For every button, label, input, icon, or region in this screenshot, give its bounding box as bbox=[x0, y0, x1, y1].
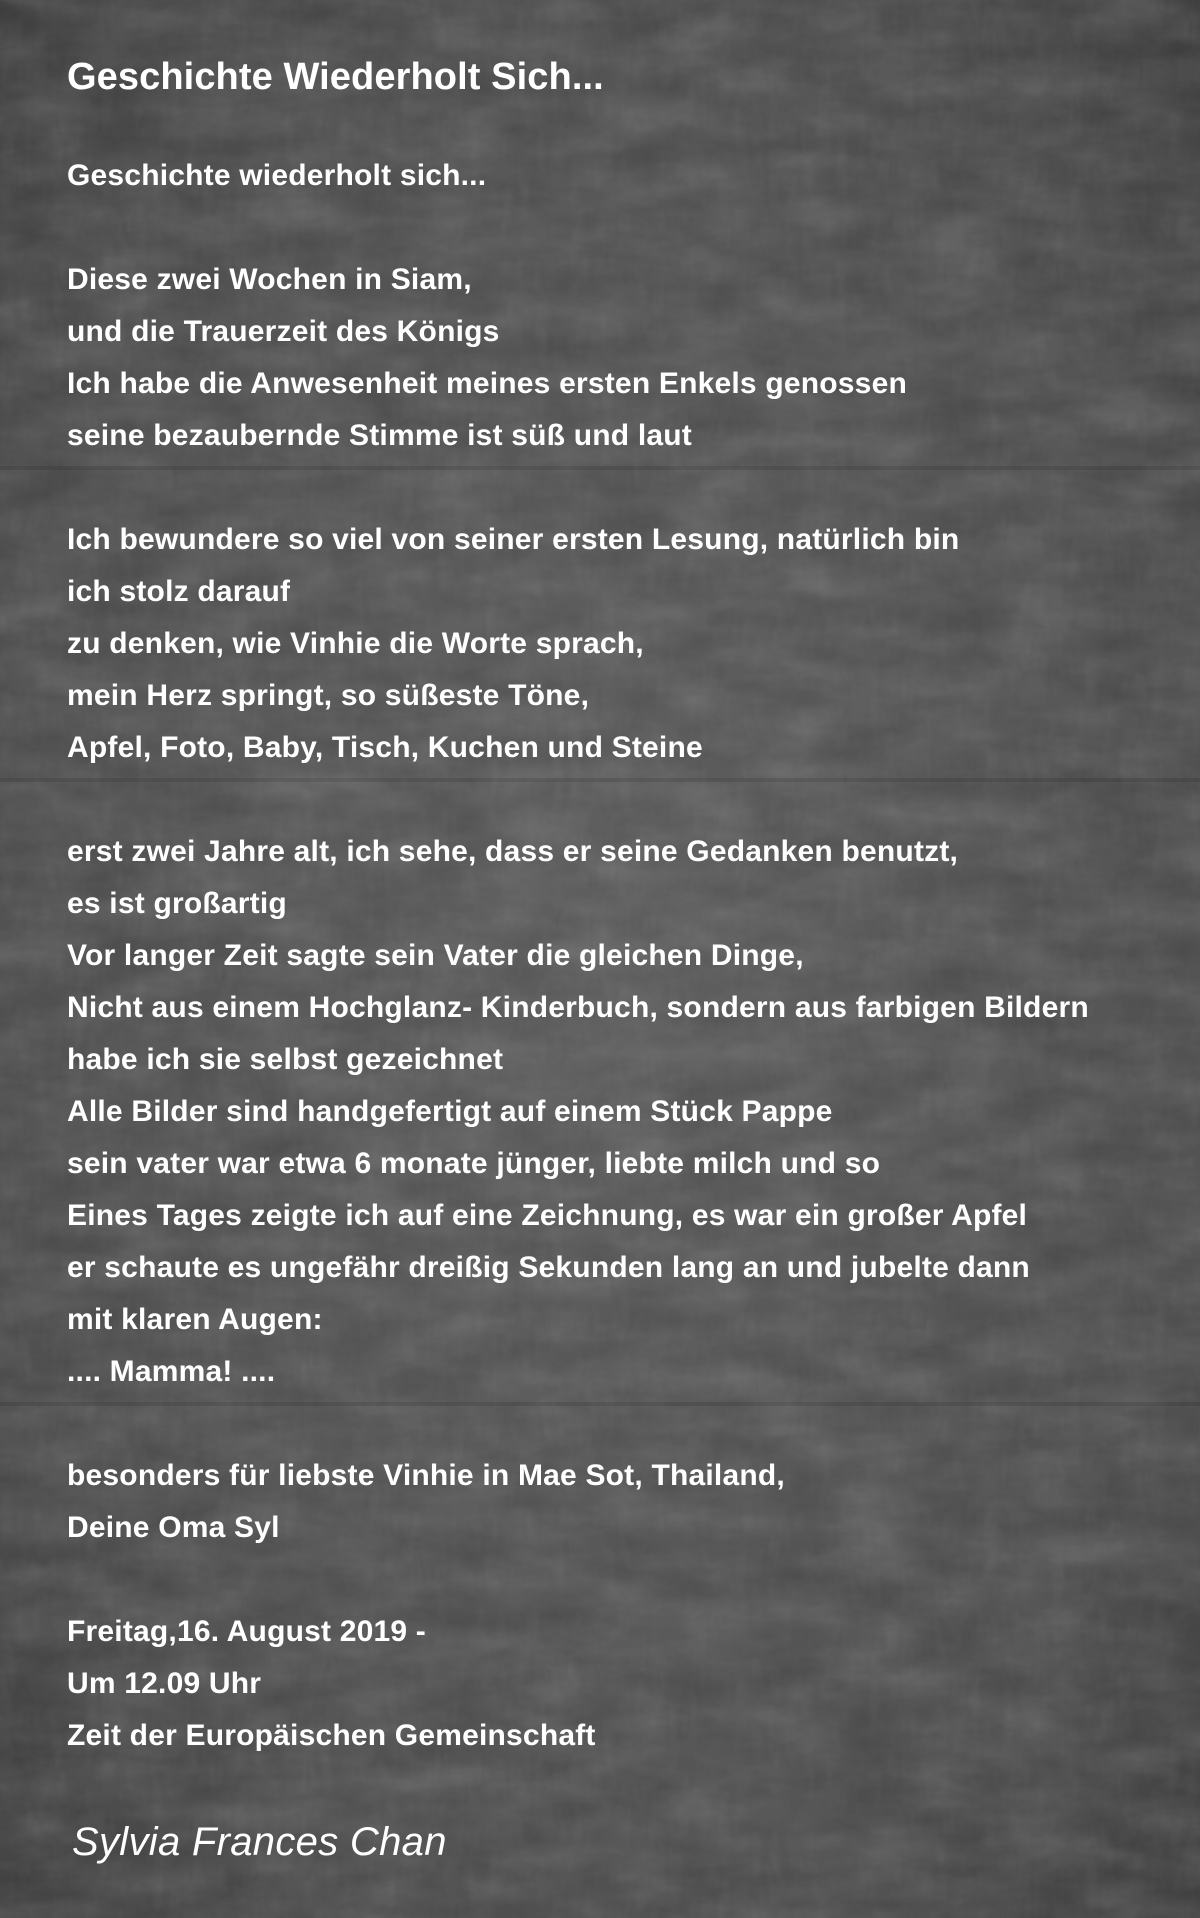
poem-line: Alle Bilder sind handgefertigt auf einem Stück Pappe bbox=[67, 1095, 833, 1128]
poem-line: ich stolz darauf bbox=[67, 575, 291, 608]
poem-line: Vor langer Zeit sagte sein Vater die gleichen Dinge, bbox=[67, 939, 804, 972]
poem-line: mein Herz springt, so süßeste Töne, bbox=[67, 679, 590, 712]
poem-line: seine bezaubernde Stimme ist süß und laut bbox=[67, 419, 692, 452]
poem-line: Nicht aus einem Hochglanz- Kinderbuch, sondern aus farbigen Bildern bbox=[67, 991, 1089, 1024]
poem-line: Eines Tages zeigte ich auf eine Zeichnung, es war ein großer Apfel bbox=[67, 1199, 1028, 1232]
poem-line: habe ich sie selbst gezeichnet bbox=[67, 1043, 504, 1076]
poem-line: Zeit der Europäischen Gemeinschaft bbox=[67, 1719, 596, 1752]
poem-line: mit klaren Augen: bbox=[67, 1303, 323, 1336]
poem-line: .... Mamma! .... bbox=[67, 1355, 276, 1388]
stanza-break bbox=[67, 202, 1089, 254]
poem-line: zu denken, wie Vinhie die Worte sprach, bbox=[67, 627, 644, 660]
poem-author: Sylvia Frances Chan bbox=[72, 1820, 447, 1864]
poem-line: Ich bewundere so viel von seiner ersten Lesung, natürlich bin bbox=[67, 523, 960, 556]
poem-line: Apfel, Foto, Baby, Tisch, Kuchen und Steine bbox=[67, 731, 703, 764]
poem-line: erst zwei Jahre alt, ich sehe, dass er seine Gedanken benutzt, bbox=[67, 835, 959, 868]
stanza-break bbox=[67, 1398, 1089, 1450]
poem-line: Ich habe die Anwesenheit meines ersten Enkels genossen bbox=[67, 367, 907, 400]
stanza-break bbox=[67, 774, 1089, 826]
poem-body bbox=[67, 150, 1089, 1762]
poem-line: es ist großartig bbox=[67, 887, 287, 920]
stanza-break bbox=[67, 1554, 1089, 1606]
poem-line: er schaute es ungefähr dreißig Sekunden lang an und jubelte dann bbox=[67, 1251, 1030, 1284]
poem-line: Geschichte wiederholt sich... bbox=[67, 159, 487, 192]
poem-line: und die Trauerzeit des Königs bbox=[67, 315, 500, 348]
poem-line: sein vater war etwa 6 monate jünger, liebte milch und so bbox=[67, 1147, 881, 1180]
poem-line: Um 12.09 Uhr bbox=[67, 1667, 262, 1700]
poem-line: Diese zwei Wochen in Siam, bbox=[67, 263, 472, 296]
poem-line: Freitag,16. August 2019 - bbox=[67, 1615, 426, 1648]
poem-line: besonders für liebste Vinhie in Mae Sot, Thailand, bbox=[67, 1459, 785, 1492]
poem-title: Geschichte Wiederholt Sich... bbox=[67, 56, 604, 98]
stanza-break bbox=[67, 462, 1089, 514]
poem-line: Deine Oma Syl bbox=[67, 1511, 280, 1544]
